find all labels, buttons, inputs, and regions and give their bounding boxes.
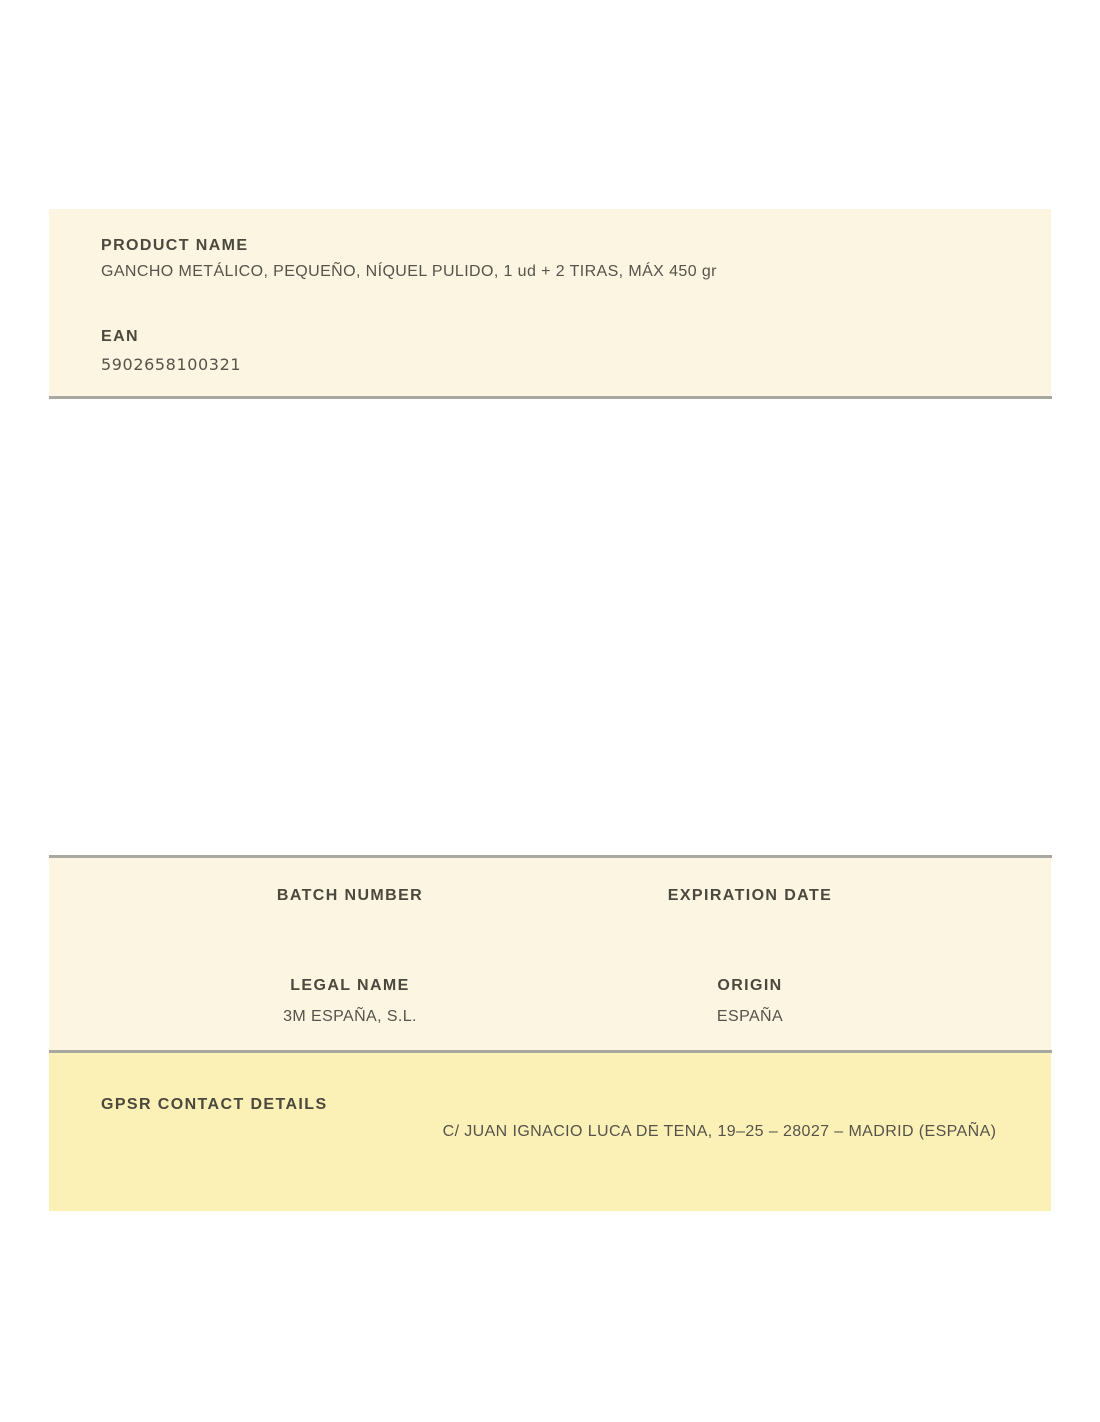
origin-label: ORIGIN (717, 977, 783, 994)
legal-name-label: LEGAL NAME (290, 977, 410, 994)
ean-value: 5902658100321 (101, 355, 242, 374)
gpsr-contact-label: GPSR CONTACT DETAILS (101, 1096, 328, 1113)
expiration-date-label: EXPIRATION DATE (667, 887, 833, 904)
origin-value: ESPAÑA (716, 1008, 784, 1025)
batch-expiration-row (150, 887, 950, 904)
gpsr-contact-panel (49, 1053, 1051, 1211)
batch-origin-panel (49, 858, 1051, 1050)
batch-number-label: BATCH NUMBER (276, 887, 424, 904)
legal-origin-row (150, 977, 950, 1025)
gpsr-contact-address: C/ JUAN IGNACIO LUCA DE TENA, 19–25 – 28027 – MADRID (ESPAÑA) (442, 1123, 997, 1140)
origin-field (550, 977, 950, 1025)
expiration-date-field (550, 887, 950, 904)
product-name-value: GANCHO METÁLICO, PEQUEÑO, NÍQUEL PULIDO, 1 ud + 2 TIRAS, MÁX 450 gr (101, 263, 717, 280)
product-identity-panel (49, 209, 1051, 396)
product-name-label: PRODUCT NAME (101, 237, 249, 254)
legal-name-field (150, 977, 550, 1025)
divider (49, 396, 1052, 399)
legal-name-value: 3M ESPAÑA, S.L. (283, 1008, 417, 1025)
batch-number-field (150, 887, 550, 904)
ean-label: EAN (101, 328, 139, 345)
